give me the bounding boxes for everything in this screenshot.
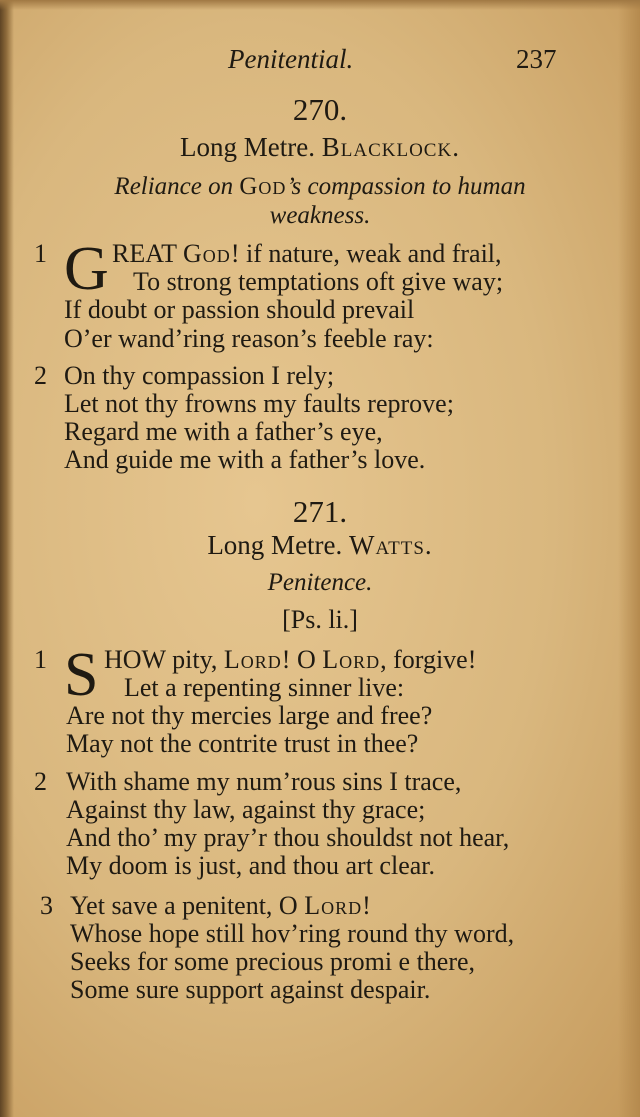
hymn-270-subject-cont: weakness. — [269, 202, 371, 229]
drop-cap: G — [64, 235, 109, 303]
verse-text: HOW pity, — [104, 645, 218, 674]
running-header — [0, 44, 640, 84]
verse-line: Are not thy mercies large and free? — [66, 701, 433, 730]
verse-line — [104, 646, 476, 674]
verse-line — [112, 240, 502, 268]
hymn-270-subject — [0, 172, 640, 201]
verse-text: ! — [362, 891, 371, 920]
verse-text-sc: God — [183, 239, 231, 268]
verse-line: Let a repenting sinner live: — [124, 673, 405, 702]
verse-line — [70, 892, 371, 920]
drop-cap: S — [64, 641, 99, 709]
verse-line: Let not thy frowns my faults reprove; — [64, 389, 454, 418]
verse-line: Against thy law, against thy grace; — [66, 795, 426, 824]
hymn-270-author: Blacklock. — [321, 132, 460, 162]
verse-line: Some sure support against despair. — [70, 975, 431, 1004]
hymn-270-number: 270. — [292, 92, 348, 127]
verse-text-sc: Lord — [304, 891, 363, 920]
hymn-270-meter: Long Metre. — [180, 132, 315, 162]
stanza-number: 1 — [34, 239, 47, 268]
verse-text-sc: Lord — [223, 645, 282, 674]
page-top-edge — [0, 0, 640, 10]
hymn-271-subject: Penitence. — [267, 569, 373, 596]
hymn-271-author: Watts. — [349, 530, 433, 560]
hymn-270-subject-part1: Reliance on — [114, 173, 234, 200]
verse-line: Whose hope still hov’ring round thy word, — [70, 919, 515, 948]
hymn-271-psalm-ref: [Ps. li.] — [282, 605, 358, 634]
stanza-number: 2 — [34, 361, 47, 390]
hymn-271-meter-line — [0, 530, 640, 561]
verse-line: With shame my num’rous sins I trace, — [66, 767, 462, 796]
verse-line: Seeks for some precious promi e there, — [70, 947, 476, 976]
stanza-number: 1 — [34, 645, 47, 674]
verse-line: And guide me with a father’s love. — [64, 445, 426, 474]
verse-text: , forgive! — [380, 645, 477, 674]
verse-text: ! if nature, weak and frail, — [230, 239, 502, 268]
hymn-271-number: 271. — [292, 494, 348, 529]
hymn-271-meter: Long Metre. — [207, 530, 343, 560]
verse-line: O’er wand’ring reason’s feeble ray: — [64, 324, 434, 353]
hymn-270-subject-god: God — [239, 173, 287, 200]
verse-text-sc: Lord — [322, 645, 381, 674]
verse-text: ! O — [281, 645, 316, 674]
verse-text: Yet save a penitent, O — [70, 891, 298, 920]
stanza-number: 2 — [34, 767, 47, 796]
verse-line: On thy compassion I rely; — [64, 361, 335, 390]
verse-line: If doubt or passion should prevail — [64, 295, 415, 324]
verse-line: To strong temptations oft give way; — [133, 267, 504, 296]
verse-line: My doom is just, and thou art clear. — [66, 851, 436, 880]
verse-text: REAT — [112, 239, 177, 268]
verse-line: May not the contrite trust in thee? — [66, 729, 419, 758]
running-title: Penitential. — [228, 44, 354, 74]
verse-line: Regard me with a father’s eye, — [64, 417, 383, 446]
hymn-270-meter-line — [0, 132, 640, 163]
verse-line: And tho’ my pray’r thou shouldst not hear, — [66, 823, 510, 852]
stanza-number: 3 — [40, 891, 53, 920]
hymn-270-subject-part2: ’s compassion to human — [286, 173, 526, 200]
page-number: 237 — [516, 44, 557, 74]
